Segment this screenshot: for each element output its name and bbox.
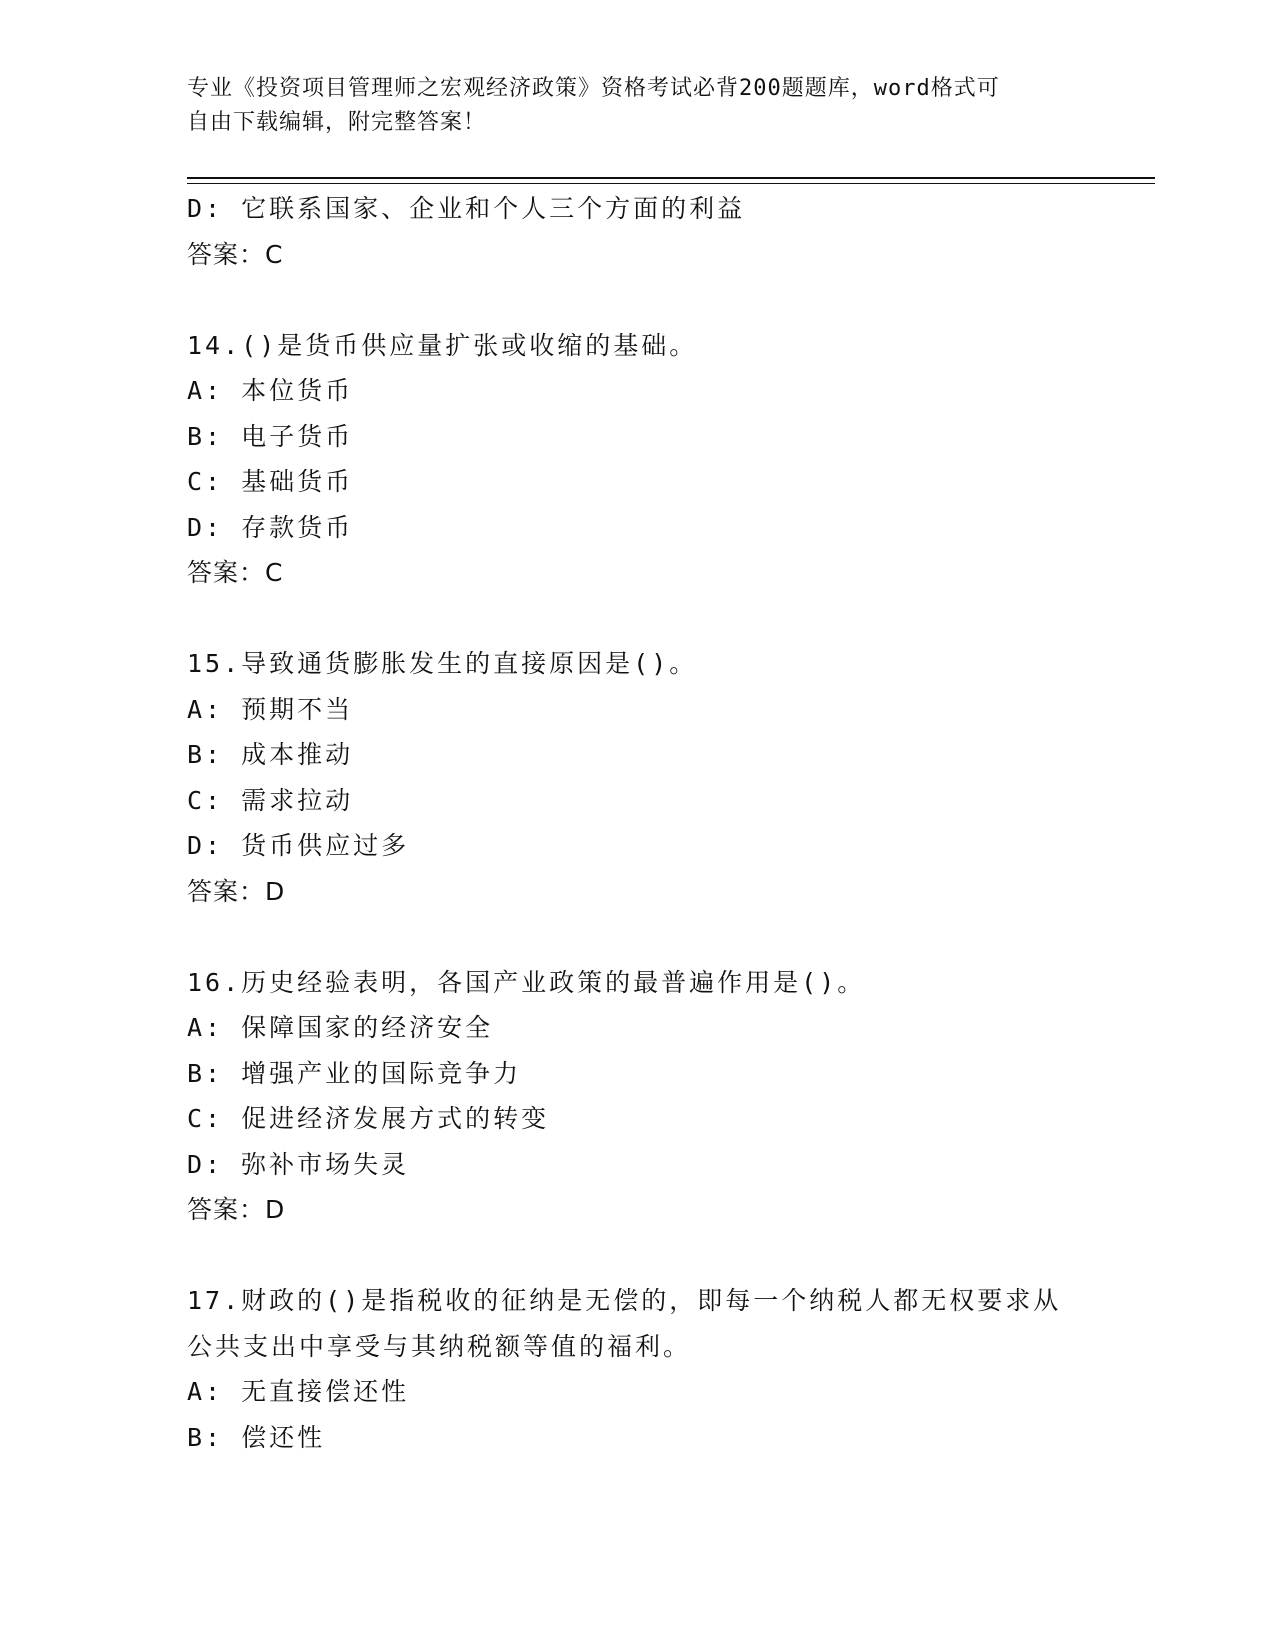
option-d: D: 货币供应过多 [187,831,410,860]
option-b: B: 成本推动 [187,740,354,769]
option-d: D: 存款货币 [187,512,354,542]
question-13-tail [187,186,1087,277]
option-b: B: 增强产业的国际竞争力 [187,1058,522,1088]
header-line-1: 专业《投资项目管理师之宏观经济政策》资格考试必背200题题库，word格式可 [187,76,1000,101]
question-16 [187,960,1087,1233]
header-line-2: 自由下载编辑，附完整答案！ [187,110,487,135]
question-stem: 14.()是货币供应量扩张或收缩的基础。 [187,330,698,360]
spacer [187,277,1087,323]
option-c: C: 基础货币 [187,467,354,496]
answer: 答案：C [187,558,284,587]
answer: 答案：D [187,876,286,906]
question-stem-line-1: 17.财政的()是指税收的征纳是无偿的，即每一个纳税人都无权要求从 [187,1286,1062,1315]
option-a: A: 本位货币 [187,376,354,405]
option-b: B: 偿还性 [187,1422,326,1452]
question-stem: 15.导致通货膨胀发生的直接原因是()。 [187,649,698,678]
question-17 [187,1278,1087,1460]
spacer [187,1233,1087,1279]
spacer [187,914,1087,960]
spacer [187,596,1087,642]
header-rule-thin [187,183,1155,184]
option-c: C: 促进经济发展方式的转变 [187,1104,550,1133]
question-stem-line-2: 公共支出中享受与其纳税额等值的福利。 [187,1331,692,1361]
question-list [187,186,1087,1460]
answer: 答案：C [187,239,284,269]
question-14 [187,323,1087,596]
answer: 答案：D [187,1195,286,1224]
document-header [187,72,1087,140]
question-15 [187,641,1087,914]
option-a: A: 无直接偿还性 [187,1377,410,1406]
option-a: A: 预期不当 [187,694,354,724]
question-stem: 16.历史经验表明，各国产业政策的最普遍作用是()。 [187,967,866,997]
header-rule-thick [187,177,1155,179]
option-a: A: 保障国家的经济安全 [187,1013,494,1042]
option-d: D: 弥补市场失灵 [187,1149,410,1179]
option-d: D: 它联系国家、企业和个人三个方面的利益 [187,194,746,223]
option-b: B: 电子货币 [187,421,354,451]
option-c: C: 需求拉动 [187,785,354,815]
